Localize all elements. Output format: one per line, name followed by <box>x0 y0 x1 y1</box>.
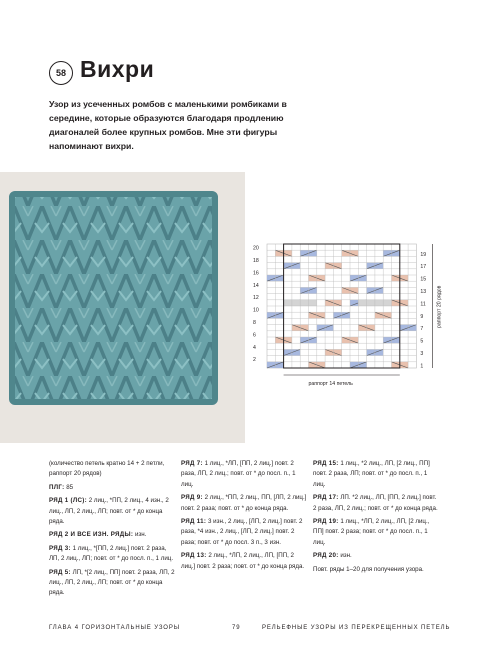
instruction-row <box>181 551 309 572</box>
row-text: (количество петель кратно 14 + 2 петли, раппорт 20 рядов) <box>49 460 165 478</box>
row-number-right: 5 <box>420 338 424 345</box>
instruction-row <box>313 517 441 548</box>
row-label: РЯД 2 И ВСЕ ИЗН. РЯДЫ: <box>49 531 134 539</box>
instruction-row <box>313 551 441 561</box>
row-label: РЯД 3: <box>49 544 71 552</box>
row-number-left: 18 <box>253 258 259 264</box>
intro-text: Узор из усеченных ромбов с маленькими ромбиками в середине, которые образуются благодаря продлению диагоналей более крупных ромбов. Мне эти фигуры напоминают вихри. <box>49 99 287 151</box>
row-number-right: 7 <box>420 326 424 333</box>
knitted-swatch-image <box>0 172 245 443</box>
row-text: 2 лиц., *ПП, 2 лиц., 4 изн., 2 лиц., ЛП, 2 лиц., ЛП; повт. от * до конца ряда. <box>49 497 169 526</box>
row-number-right: 15 <box>420 276 427 283</box>
repeat-rows-label: раппорт 20 рядов <box>436 285 443 328</box>
row-text: ЛП. *2 лиц., ЛП, [ПП, 2 лиц.] повт. 2 раза, ЛП, 2 лиц.; повт. от * до конца ряда. <box>313 494 438 512</box>
instruction-row <box>181 493 309 514</box>
row-number-right: 9 <box>420 313 424 320</box>
row-label: РЯД 11: <box>181 518 207 526</box>
footer-chapter: ГЛАВА 4 ГОРИЗОНТАЛЬНЫЕ УЗОРЫ <box>49 625 180 631</box>
row-text: 1 лиц., *[ПП, 2 лиц.] повт. 2 раза, ЛП, 2 лиц., ЛП; повт. от * до посл. п., 1 лиц. <box>49 544 174 563</box>
swatch-photo <box>0 172 245 443</box>
row-number-left: 8 <box>253 320 256 326</box>
instruction-row <box>49 483 177 493</box>
page-title: Вихри <box>80 56 155 82</box>
instruction-row <box>181 517 309 548</box>
knitting-chart <box>250 240 460 400</box>
row-text: 1 лиц., *ЛП, 2 лиц., ЛП, [2 лиц., ПП] повт. 2 раза; повт. от * до посл. п., 1 лиц. <box>313 518 430 546</box>
row-label: РЯД 5: <box>49 568 71 576</box>
row-label: РЯД 1 (ЛС): <box>49 497 87 505</box>
chart-grid <box>250 240 460 400</box>
instruction-row <box>313 565 441 575</box>
footer-page-number: 79 <box>232 625 241 631</box>
instruction-row <box>313 459 441 490</box>
pattern-number-badge <box>49 61 73 85</box>
instruction-row <box>49 530 177 540</box>
footer-section: РЕЛЬЕФНЫЕ УЗОРЫ ИЗ ПЕРЕКРЕЩЕННЫХ ПЕТЕЛЬ <box>262 625 451 631</box>
instructions-column-3 <box>313 459 441 578</box>
row-text: изн. <box>134 531 147 539</box>
row-number-left: 2 <box>253 357 256 364</box>
instruction-row <box>313 493 441 514</box>
repeat-stitches-label: раппорт 14 петель <box>308 381 353 387</box>
row-label: РЯД 9: <box>181 494 203 502</box>
row-text: 85 <box>66 483 74 491</box>
row-number-left: 20 <box>253 245 259 252</box>
row-text: 1 лиц., *ЛП, [ПП, 2 лиц.] повт. 2 раза, ЛП, 2 лиц.; повт. от * до посл. п., 1 лиц. <box>181 460 296 488</box>
row-number-left: 10 <box>253 307 259 314</box>
row-number-left: 6 <box>253 332 256 339</box>
instruction-row <box>49 459 177 480</box>
row-number-left: 14 <box>253 282 259 289</box>
row-label: РЯД 17: <box>313 494 339 502</box>
row-number-right: 19 <box>420 251 427 258</box>
instruction-row <box>49 568 177 599</box>
row-text: ЛП, *[2 лиц., ПП] повт. 2 раза, ЛП, 2 лиц., ЛП, 2 лиц., ЛП; повт. от * до конца ряда. <box>49 568 175 597</box>
row-label: РЯД 13: <box>181 552 207 560</box>
instruction-row <box>181 459 309 490</box>
instruction-row <box>49 496 177 527</box>
pattern-number: 58 <box>55 68 66 78</box>
instruction-row <box>49 544 177 565</box>
row-number-right: 13 <box>420 289 427 295</box>
row-text: 2 лиц., *ПП, 2 лиц., ПП, [ЛП, 2 лиц.] повт. 2 раза; повт. от * до конца ряда. <box>181 494 307 512</box>
row-text: 3 изн., 2 лиц., [ЛП, 2 лиц.] повт. 2 раза, *4 изн., 2 лиц., [ЛП, 2 лиц.] повт. 2 раза; повт. от * до посл. 3 п., 3 изн. <box>181 518 303 546</box>
row-text: Повт. ряды 1–20 для получения узора. <box>313 565 424 573</box>
row-number-right: 17 <box>420 264 427 271</box>
row-text: 1 лиц., *2 лиц., ЛП, [2 лиц., ПП] повт. 2 раза, ЛП; повт. от * до посл. п., 1 лиц. <box>313 460 430 488</box>
row-text: изн. <box>340 552 352 560</box>
row-number-right: 11 <box>420 301 426 308</box>
row-label: РЯД 20: <box>313 552 339 560</box>
row-label: ПЛГ: <box>49 483 65 491</box>
instructions-column-2 <box>181 459 309 575</box>
row-number-right: 3 <box>420 351 424 357</box>
row-number-left: 4 <box>253 344 256 351</box>
row-number-right: 1 <box>420 363 424 370</box>
row-text: 2 лиц., *ЛП, 2 лиц., ЛП, [ПП, 2 лиц.] повт. 2 раза; повт. от * до конца ряда. <box>181 552 305 570</box>
row-label: РЯД 19: <box>313 518 339 526</box>
instructions-column-1 <box>49 459 177 602</box>
row-label: РЯД 15: <box>313 460 339 467</box>
row-number-left: 12 <box>253 295 259 302</box>
row-label: РЯД 7: <box>181 460 203 467</box>
row-number-left: 16 <box>253 270 259 277</box>
